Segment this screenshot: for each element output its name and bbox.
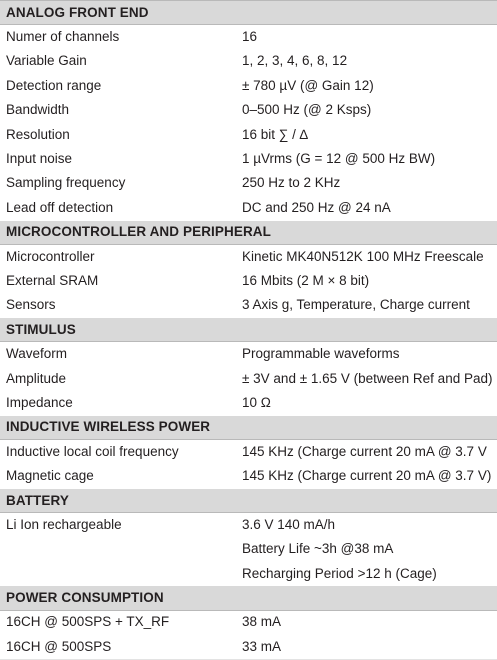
spec-label: Microcontroller (0, 244, 238, 268)
spec-label: External SRAM (0, 269, 238, 293)
spec-label: Detection range (0, 74, 238, 98)
spec-value: 1 µVrms (G = 12 @ 500 Hz BW) (238, 147, 497, 171)
spec-row (0, 561, 497, 585)
spec-row (0, 98, 497, 122)
spec-label: Bandwidth (0, 98, 238, 122)
spec-row (0, 269, 497, 293)
spec-value: 16 bit ∑ / ∆ (238, 122, 497, 146)
spec-value: 38 mA (238, 610, 497, 634)
spec-row (0, 342, 497, 366)
spec-value: 10 Ω (238, 391, 497, 415)
spec-value: DC and 250 Hz @ 24 nA (238, 196, 497, 220)
spec-row (0, 635, 497, 659)
spec-value: 250 Hz to 2 KHz (238, 171, 497, 195)
section-title: POWER CONSUMPTION (0, 586, 497, 610)
section-title: INDUCTIVE WIRELESS POWER (0, 415, 497, 439)
section-header (0, 415, 497, 439)
spec-label: 16CH @ 500SPS + TX_RF (0, 610, 238, 634)
spec-row (0, 391, 497, 415)
spec-label: 16CH @ 500SPS (0, 635, 238, 659)
spec-label: Magnetic cage (0, 464, 238, 488)
spec-value: 145 KHz (Charge current 20 mA @ 3.7 V (238, 440, 497, 464)
section-header (0, 1, 497, 25)
spec-row (0, 147, 497, 171)
section-title: ANALOG FRONT END (0, 1, 497, 25)
spec-value: 3 Axis g, Temperature, Charge current (238, 293, 497, 317)
spec-value: 145 KHz (Charge current 20 mA @ 3.7 V) (238, 464, 497, 488)
section-title: BATTERY (0, 488, 497, 512)
spec-value: 1, 2, 3, 4, 6, 8, 12 (238, 49, 497, 73)
spec-row (0, 74, 497, 98)
spec-label: Sampling frequency (0, 171, 238, 195)
spec-row (0, 171, 497, 195)
section-title: MICROCONTROLLER AND PERIPHERAL (0, 220, 497, 244)
spec-row (0, 293, 497, 317)
spec-row (0, 49, 497, 73)
spec-label: Numer of channels (0, 25, 238, 49)
spec-label: Impedance (0, 391, 238, 415)
spec-value: 3.6 V 140 mA/h (238, 513, 497, 537)
spec-row (0, 610, 497, 634)
spec-label: Waveform (0, 342, 238, 366)
spec-value: 16 (238, 25, 497, 49)
spec-label: Li Ion rechargeable (0, 513, 238, 537)
spec-value: Recharging Period >12 h (Cage) (238, 561, 497, 585)
spec-row (0, 25, 497, 49)
spec-label: Inductive local coil frequency (0, 440, 238, 464)
spec-label: Sensors (0, 293, 238, 317)
section-header (0, 318, 497, 342)
spec-row (0, 196, 497, 220)
spec-label: Amplitude (0, 366, 238, 390)
section-header (0, 586, 497, 610)
spec-row (0, 440, 497, 464)
spec-row (0, 464, 497, 488)
spec-label: Lead off detection (0, 196, 238, 220)
spec-row (0, 513, 497, 537)
spec-value: 0–500 Hz (@ 2 Ksps) (238, 98, 497, 122)
spec-row (0, 244, 497, 268)
spec-row (0, 537, 497, 561)
spec-label: Variable Gain (0, 49, 238, 73)
specifications-body (0, 1, 497, 660)
spec-row (0, 366, 497, 390)
spec-value: ± 780 µV (@ Gain 12) (238, 74, 497, 98)
spec-label: Resolution (0, 122, 238, 146)
spec-value: 16 Mbits (2 M × 8 bit) (238, 269, 497, 293)
spec-value: Battery Life ~3h @38 mA (238, 537, 497, 561)
spec-label (0, 561, 238, 585)
spec-value: Programmable waveforms (238, 342, 497, 366)
section-header (0, 488, 497, 512)
spec-value: 33 mA (238, 635, 497, 659)
spec-value: ± 3V and ± 1.65 V (between Ref and Pad) (238, 366, 497, 390)
spec-label: Input noise (0, 147, 238, 171)
spec-value: Kinetic MK40N512K 100 MHz Freescale (238, 244, 497, 268)
spec-row (0, 122, 497, 146)
section-header (0, 220, 497, 244)
section-title: STIMULUS (0, 318, 497, 342)
spec-label (0, 537, 238, 561)
